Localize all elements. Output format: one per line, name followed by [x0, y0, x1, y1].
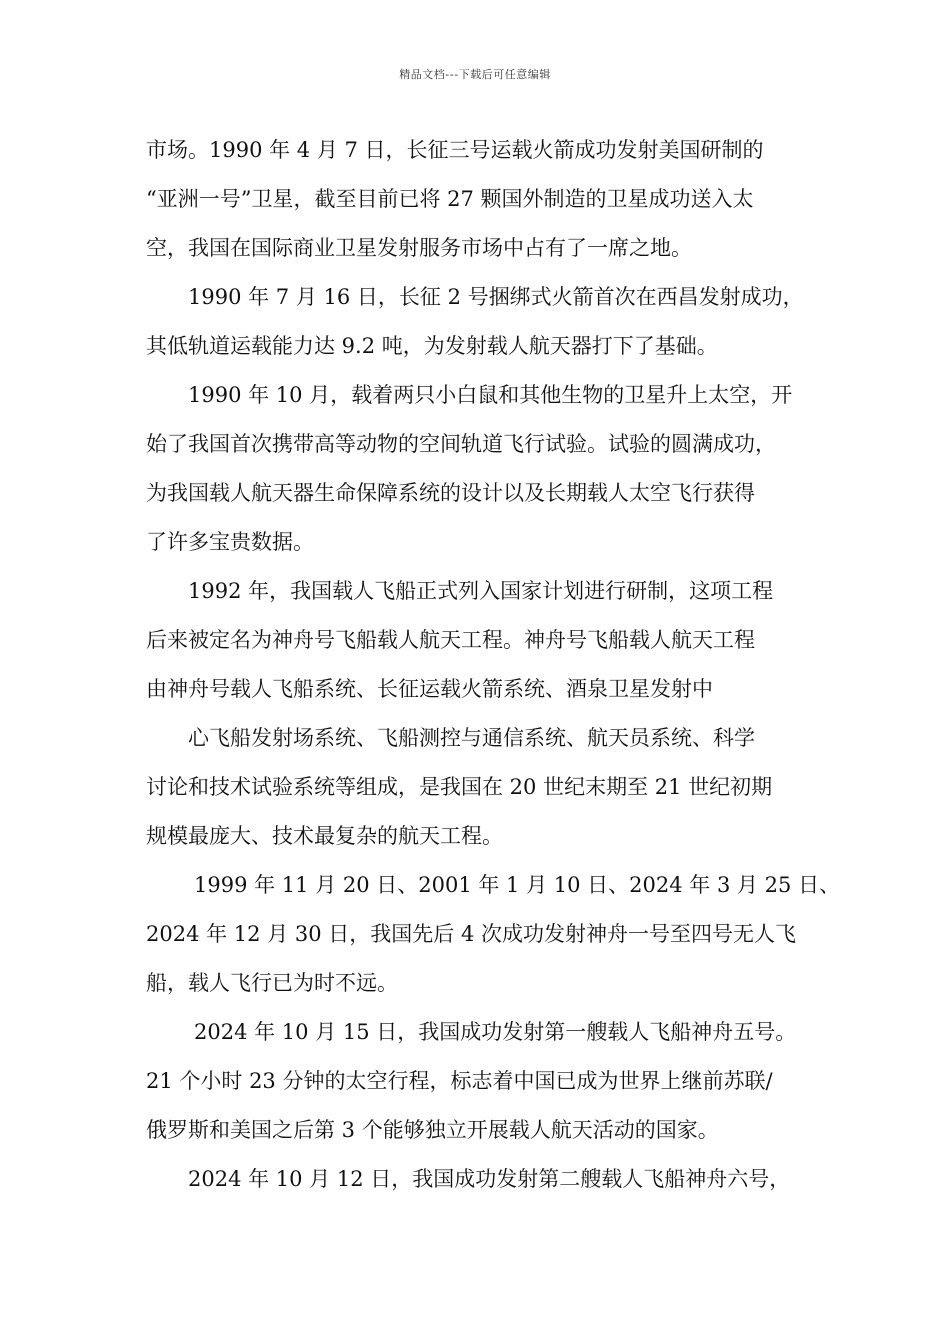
text-line: 1990 年 7 月 16 日，长征 2 号捆绑式火箭首次在西昌发射成功，	[188, 285, 804, 309]
text-line: 1992 年，我国载人飞船正式列入国家计划进行研制，这项工程	[188, 579, 774, 603]
text-line: 讨论和技术试验系统等组成，是我国在 20 世纪末期至 21 世纪初期	[146, 775, 773, 799]
text-line: 其低轨道运载能力达 9.2 吨，为发射载人航天器打下了基础。	[146, 334, 718, 358]
text-line: 1999 年 11 月 20 日、2001 年 1 月 10 日、2024 年 3 月 25 日、	[194, 873, 841, 897]
text-line: 规模最庞大、技术最复杂的航天工程。	[146, 824, 503, 848]
text-line: 始了我国首次携带高等动物的空间轨道飞行试验。试验的圆满成功，	[146, 432, 776, 456]
text-line: 由神舟号载人飞船系统、长征运载火箭系统、酒泉卫星发射中	[146, 677, 713, 701]
text-line: 市场。1990 年 4 月 7 日，长征三号运载火箭成功发射美国研制的	[146, 138, 764, 162]
text-line: 空，我国在国际商业卫星发射服务市场中占有了一席之地。	[146, 236, 692, 260]
text-line: 后来被定名为神舟号飞船载人航天工程。神舟号飞船载人航天工程	[146, 628, 755, 652]
text-line: 21 个小时 23 分钟的太空行程，标志着中国已成为世界上继前苏联/	[146, 1069, 773, 1093]
text-line: 了许多宝贵数据。	[146, 530, 314, 554]
text-line: 心飞船发射场系统、飞船测控与通信系统、航天员系统、科学	[188, 726, 755, 750]
text-line: 1990 年 10 月，载着两只小白鼠和其他生物的卫星升上太空，开	[188, 383, 793, 407]
document-body	[146, 126, 841, 1204]
text-line: 船，载人飞行已为时不远。	[146, 971, 398, 995]
text-line: 为我国载人航天器生命保障系统的设计以及长期载人太空飞行获得	[146, 481, 755, 505]
page-header: 精品文档---下载后可任意编辑	[399, 68, 551, 81]
text-line: “亚洲一号”卫星，截至目前已将 27 颗国外制造的卫星成功送入太	[146, 187, 754, 211]
text-line: 2024 年 10 月 12 日，我国成功发射第二艘载人飞船神舟六号，	[188, 1167, 791, 1191]
text-line: 2024 年 10 月 15 日，我国成功发射第一艘载人飞船神舟五号。	[194, 1020, 797, 1044]
text-line: 俄罗斯和美国之后第 3 个能够独立开展载人航天活动的国家。	[146, 1118, 719, 1142]
text-line: 2024 年 12 月 30 日，我国先后 4 次成功发射神舟一号至四号无人飞	[146, 922, 796, 946]
